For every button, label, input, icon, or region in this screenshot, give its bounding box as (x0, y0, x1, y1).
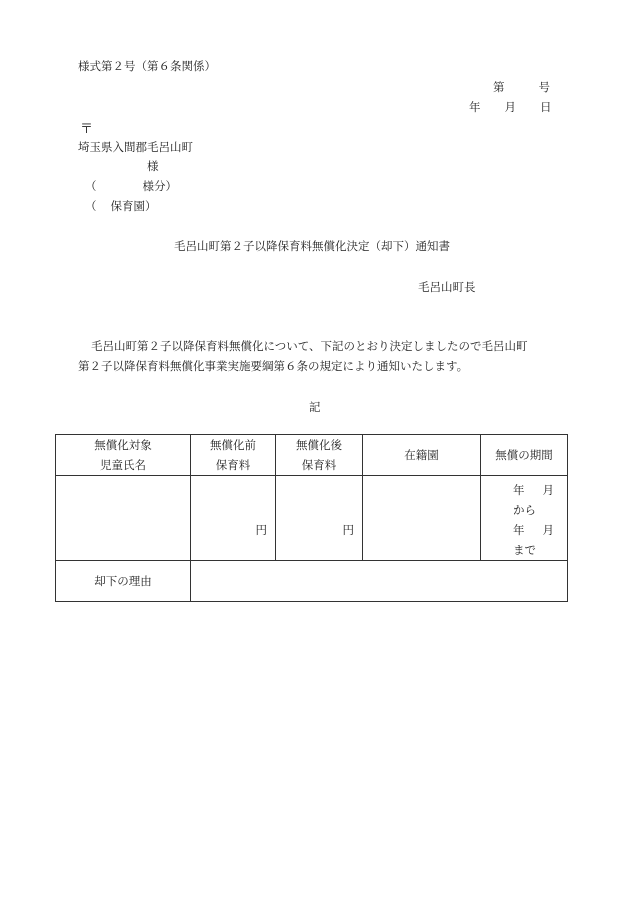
reason-label: 却下の理由 (56, 561, 191, 602)
paren-school (85, 198, 157, 214)
header-school: 在籍園 (363, 435, 481, 476)
period-year-1: 年 (513, 483, 525, 497)
period-year-2: 年 (513, 523, 525, 537)
document-number (493, 79, 550, 95)
postal-mark: 〒 (80, 122, 94, 137)
form-label: 様式第２号（第６条関係） (78, 59, 216, 73)
reason-value (191, 561, 568, 602)
period-month-1: 月 (542, 483, 554, 497)
date-month: 月 (504, 100, 516, 114)
period-start (513, 480, 567, 500)
paren-school-text: 保育園） (110, 199, 157, 213)
cell-child-name (56, 476, 191, 561)
period-to: まで (513, 543, 536, 557)
date-day: 日 (540, 100, 552, 114)
header-child-name-line1: 無償化対象 (94, 438, 152, 452)
period-month-2: 月 (542, 523, 554, 537)
table-data-row (56, 476, 568, 561)
recipient-suffix: 様 (147, 159, 159, 173)
table-header-row (56, 435, 568, 476)
header-period: 無償の期間 (481, 435, 568, 476)
header-fee-after-line1: 無償化後 (296, 438, 342, 452)
ki-heading: 記 (309, 400, 321, 414)
paren-open: （ (85, 199, 97, 213)
number-prefix: 第 (493, 80, 505, 94)
body-line-2: 第２子以降保育料無償化事業実施要綱第６条の規定により通知いたします。 (78, 359, 469, 373)
header-fee-after (276, 435, 363, 476)
body-line-1: 毛呂山町第２子以降保育料無償化について、下記のとおり決定しましたので毛呂山町 (91, 339, 528, 353)
header-fee-after-line2: 保育料 (301, 458, 337, 472)
header-fee-before-line2: 保育料 (215, 458, 251, 472)
page-title: 毛呂山町第２子以降保育料無償化決定（却下）通知書 (174, 239, 450, 253)
header-fee-before (191, 435, 276, 476)
header-child-name (56, 435, 191, 476)
period-end (513, 520, 567, 540)
paren-recipient (85, 178, 177, 194)
result-table (55, 434, 568, 602)
paren-open: （ (85, 179, 97, 193)
period-from: から (513, 503, 536, 517)
table-reason-row (56, 561, 568, 602)
cell-fee-before (191, 476, 276, 561)
cell-period (481, 476, 568, 561)
number-suffix: 号 (538, 80, 550, 94)
cell-fee-after (276, 476, 363, 561)
paren-recipient-text: 様分） (142, 179, 177, 193)
header-child-name-line2: 児童氏名 (100, 458, 146, 472)
issuer: 毛呂山町長 (418, 280, 476, 294)
cell-school (363, 476, 481, 561)
yen-after: 円 (342, 523, 354, 537)
document-date (469, 99, 552, 115)
date-year: 年 (469, 100, 481, 114)
header-fee-before-line1: 無償化前 (210, 438, 256, 452)
yen-before: 円 (255, 523, 267, 537)
address: 埼玉県入間郡毛呂山町 (78, 140, 193, 154)
